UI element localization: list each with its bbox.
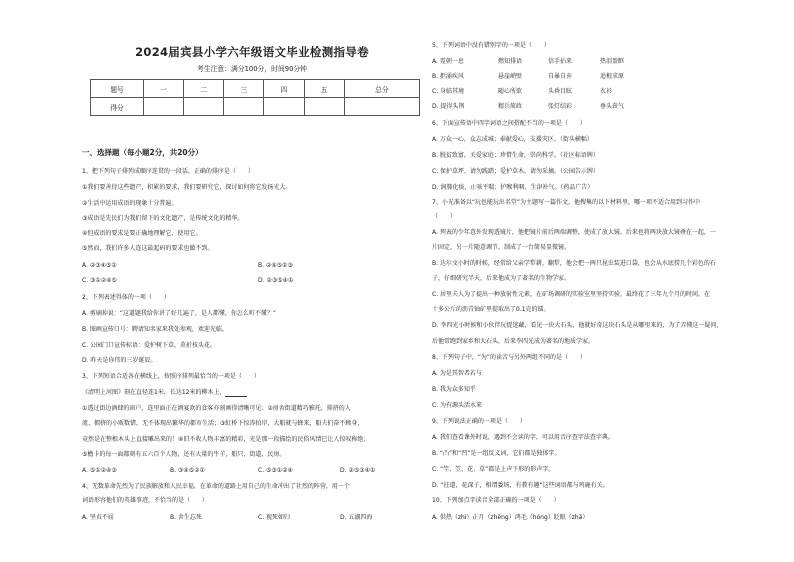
option-d[interactable]: D. ②⑤③④① (340, 467, 376, 474)
q5-cell[interactable]: D. 提得头荆 (432, 103, 465, 110)
question-9-option[interactable]: C. “竿、笠、花、草”都是上声下形的形声字。 (432, 466, 555, 473)
question-9-option[interactable]: B. “凸”和“凹”是一组反义词，它们都是独体字。 (432, 450, 561, 457)
question-6: 6、下面宣传语中四字词语之间搭配不当的一项是（ ） (432, 120, 586, 127)
q5-cell: 精兵简政 (498, 103, 523, 110)
question-9-option[interactable]: D. “拄道，花深子，相谓委场，有教有趣”这些词语都与鸡鹿有关。 (432, 482, 609, 489)
q5-cell: 燃知排语 (498, 58, 523, 65)
question-4: 4、无数革命先烈为了民族解放和人民幸福，在革命的道路上用自己的生命冲出了社烈的阵营，用一个 (82, 483, 350, 490)
q5-cell: 张灯结彩 (548, 103, 573, 110)
question-1-line: ④但成语的要求是要正确地理解它、使用它。 (82, 230, 202, 237)
question-3: 3、下列短语合适各在横线上，按照序排列最恰当的一项是（ ） (82, 373, 260, 380)
question-7-paren: （ ） (432, 213, 457, 220)
option-a[interactable]: A. 坚贞不屈 (82, 514, 114, 521)
option-d[interactable]: D. ②③⑤④① (258, 277, 294, 284)
question-3-lead (82, 389, 247, 397)
q5-cell[interactable]: B. 拒涌疾风 (432, 73, 464, 80)
question-7-line[interactable]: D. 李四光小时候和小伙伴玩捉迷藏，看见一块大石头，他就好奇这块石头是从哪里来的，为了弄懂这一疑问， (432, 322, 723, 329)
score-cell[interactable] (304, 98, 344, 116)
question-10-option[interactable]: A. 供热（zhì）正月（zhēng）鸿毛（hóng）眨眼（zhǎ） (432, 514, 589, 521)
score-cell: 题号 (91, 80, 144, 98)
score-table-value-row (91, 98, 420, 116)
question-1: 1、把下列句子排列成顺序连贯的一段话，正确的排序是（ ） (82, 168, 254, 175)
option-c[interactable]: C. 视死如归 (258, 514, 291, 521)
score-cell: 一 (144, 80, 184, 98)
question-3-lead-text: 《清明上河图》刻在直径连1米，长达12米的柳木上， (82, 389, 226, 396)
left-column (82, 0, 422, 562)
question-7-line: 十多公斤的沥青铀矿里提取出了0.1克的镭。 (432, 306, 550, 313)
question-6-option[interactable]: A. 万众一心，众志成城；奉献爱心，支援灾区。（街头横幅） (432, 136, 593, 143)
question-1-line: ③成语是先民们为我们留下的文化遗产，是传统文化的精华。 (82, 215, 244, 222)
q5-cell: 随心所欲 (498, 88, 523, 95)
question-7-line: 片固定，另一片随意调节，制成了一台简易显微镜。 (432, 244, 571, 251)
q5-cell: 垂头丧气 (600, 103, 625, 110)
exam-title: 2024届宾县小学六年级语文毕业检测指导卷 (135, 45, 369, 59)
score-cell: 总分 (344, 80, 419, 98)
score-cell: 四 (264, 80, 304, 98)
question-7-line[interactable]: A. 列表的少年意外发现透镜片，他把镜片前后两端调整，使成了放大镜。后来也将两块放大镜叠在一起，一 (432, 229, 716, 236)
score-cell[interactable] (264, 98, 304, 116)
section-heading: 一、选择题（每小题2分，共20分） (82, 148, 203, 157)
question-2-option[interactable]: A. 剪刷掉说：“这道题我给你讲了好几遍了，是人都懂，你怎么听不懂？” (82, 310, 277, 317)
q5-cell: 自暴自弃 (548, 73, 573, 80)
question-3-line: 竟然是在整根木头上直接雕出来的！④旧不收人物丰富的精彩，光是那一段描绘的民俗风情已让人惊叹称绝； (82, 436, 370, 443)
question-8-option[interactable]: A. 为是其智者若与 (432, 370, 482, 377)
question-1-line: ①我们要善待这些遗产，积累的要求，我们要研究它，探讨如何将它发扬光大。 (82, 184, 292, 191)
question-1-line: ⑤然而，我们许多人连这最起码的要求也做不到。 (82, 245, 214, 252)
score-table (90, 79, 420, 116)
score-table-header-row (91, 80, 420, 98)
score-cell[interactable] (344, 98, 419, 116)
score-cell[interactable] (184, 98, 224, 116)
q5-cell: 追根求原 (600, 73, 625, 80)
option-c[interactable]: C. ⑤③①②④ (258, 467, 293, 474)
question-2-option[interactable]: B. 图画宣传口号：聘请知名家来我处参观，欢迎光临。 (82, 326, 228, 333)
q5-cell: 悬崖峭壁 (498, 73, 523, 80)
question-6-option[interactable]: B. 脱贫致富，关爱家庭；珍惜生命，崇尚科学。（社区标语牌） (432, 152, 599, 159)
option-a[interactable]: A. ⑤①②④③ (82, 467, 117, 474)
exam-notice: 考生注意：满分100分，时间90分钟 (197, 65, 307, 73)
question-7-line: 后他常跑到家乡和大石头，后来李四光成为著名的地质学家。 (432, 338, 595, 345)
q5-cell[interactable]: C. 身临其境 (432, 88, 465, 95)
answer-blank[interactable] (225, 390, 247, 397)
score-cell: 三 (224, 80, 264, 98)
q5-cell[interactable]: A. 霓朝一息 (432, 58, 464, 65)
question-3-line: 流、拥挤的小贩数错，无不体现出繁华的都市生活；③虹桥下惊涛拍岸，大船就与蜂来，船夫们奋不顾身， (82, 420, 364, 427)
option-c[interactable]: C. ③①②④⑤ (82, 277, 117, 284)
right-column (432, 0, 772, 562)
question-3-line: ⑤檐卡的每一面都刻有五六百个人物，还有大量的牛羊，船只，街道，民房。 (82, 451, 286, 458)
option-a[interactable]: A. ②③④⑤① (82, 262, 117, 269)
question-1-line: ②生活中运用成语的现象十分普遍。 (82, 200, 178, 207)
question-7: 7、小光准备以“玩也能玩出名堂”为主题写一篇作文，他搜集的以下材料里，哪一项不适合用到习作中 (432, 199, 701, 206)
question-6-option[interactable]: D. 润肺化痰，止咳平喘；护喉利咽，生津补气。（药品广告） (432, 184, 594, 191)
q5-cell: 头昏目眩 (548, 88, 573, 95)
option-b[interactable]: B. 舍生忘死 (170, 514, 202, 521)
question-10: 10、下列加点字读音全部正确的一项是（ ） (432, 497, 560, 504)
option-d[interactable]: D. 五湖四海 (340, 514, 373, 521)
question-3-line: ①透过街边酒肆的窗户，连里面正在酒宴欢的食客亦刻画得清晰可见；②房舍街道精巧雅托，排挤的人 (82, 405, 351, 412)
q5-cell: 衣衫 (600, 88, 613, 95)
score-cell[interactable] (224, 98, 264, 116)
q5-cell: 热泪盈眶 (600, 58, 625, 65)
question-4-cont: 词语形容他们的英雄事迹，不恰当的是（ ） (82, 497, 209, 504)
option-b[interactable]: B. ②④⑤①③ (258, 262, 293, 269)
question-7-line[interactable]: C. 居里夫人为了提出一种放射性元素，在矿场调研的实验室里坚持实验，最终花了三年九个月的时间，在 (432, 291, 711, 298)
score-cell[interactable] (144, 98, 184, 116)
question-8: 8、下列句子中，“为”的读音与另外两组不同的是（ ） (432, 354, 587, 361)
score-cell: 五 (304, 80, 344, 98)
question-7-line: 子，仔细研究半天，后来他成为了著名的生物学家。 (432, 275, 571, 282)
option-b[interactable]: B. ③④⑤②① (170, 467, 205, 474)
q5-cell: 信手拈来 (548, 58, 573, 65)
question-2: 2、下列表述得体的一项（ ） (82, 294, 170, 301)
score-cell: 二 (184, 80, 224, 98)
score-cell: 得分 (91, 98, 144, 116)
question-5: 5、下列词语中没有错别字的一项是（ ） (432, 42, 550, 49)
question-9-option[interactable]: A. 我们查看课外时说，遇到不会读的字，可以用音序查字法查字典。 (432, 434, 614, 441)
question-2-option[interactable]: D. 昨天是你伟的三岁诞辰。 (82, 357, 157, 364)
question-7-line[interactable]: B. 达尔文小时的时候，经常给父亲学犁耕、翻犁，他会把一两只昆虫装进口袋，也会从水底捞几个彩色的石 (432, 260, 716, 267)
question-6-option[interactable]: C. 保护草坪，请勿践踏；爱护草木，请勿采摘。（公园告示牌） (432, 168, 600, 175)
question-8-option[interactable]: C. 为有源头活水来 (432, 402, 483, 409)
question-2-option[interactable]: C. 公园门口宣传标语：爱护树下草，莫折枝头花。 (82, 342, 217, 349)
question-8-option[interactable]: B. 我为众多知乎 (432, 386, 476, 393)
question-9: 9、下列说法正确的一项是（ ） (432, 418, 526, 425)
